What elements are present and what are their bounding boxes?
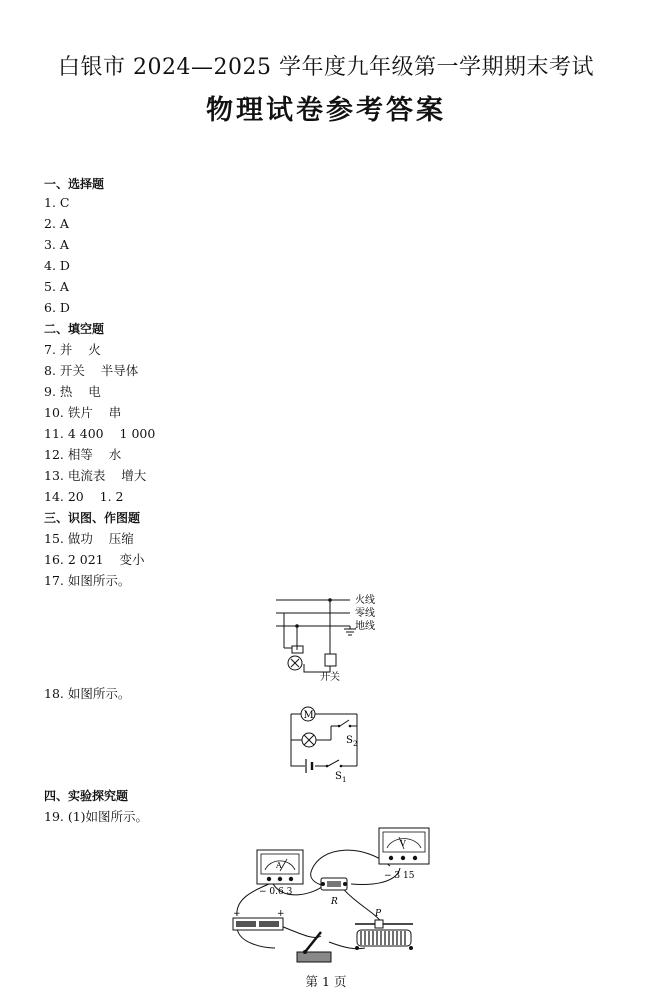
ammeter <box>257 850 303 884</box>
page-number: 第 1 页 <box>305 974 347 989</box>
figure-19-experiment-circuit <box>225 824 445 968</box>
motor-symbol: M <box>303 710 314 721</box>
fixed-resistor <box>321 878 347 890</box>
neutral-wire-label: 零线 <box>355 608 375 619</box>
answer-4: 4. D <box>44 258 70 273</box>
answer-6: 6. D <box>44 300 70 315</box>
voltmeter-letter: V <box>400 839 406 848</box>
answer-9: 9. 热 电 <box>44 384 101 399</box>
answer-8: 8. 开关 半导体 <box>44 363 139 378</box>
answer-10: 10. 铁片 串 <box>44 405 122 420</box>
answer-12: 12. 相等 水 <box>44 447 122 462</box>
switch-label: 开关 <box>320 672 340 682</box>
answer-5: 5. A <box>44 279 69 294</box>
ammeter-terminal-labels: − 0.6 3 <box>259 887 293 897</box>
section-heading-choice: 一、选择题 <box>44 177 105 191</box>
sliding-rheostat <box>355 920 413 950</box>
ground-wire-label: 地线 <box>355 621 375 632</box>
answer-2: 2. A <box>44 216 69 231</box>
answer-18: 18. 如图所示。 <box>44 686 131 701</box>
resistor-label: R <box>331 897 338 907</box>
s2-subscript: 2 <box>353 740 358 748</box>
section-heading-diagram: 三、识图、作图题 <box>44 511 141 525</box>
answer-11: 11. 4 400 1 000 <box>44 426 156 441</box>
answer-3: 3. A <box>44 237 69 252</box>
answer-title: 物理试卷参考答案 <box>206 95 446 126</box>
figure-17-wiring-diagram <box>268 590 388 682</box>
s1-subscript: 1 <box>342 776 347 782</box>
knife-switch <box>297 932 331 962</box>
voltmeter <box>379 828 429 864</box>
answer-1: 1. C <box>44 195 70 210</box>
figure-18-circuit-diagram <box>285 706 369 782</box>
s2-label: S <box>346 735 353 746</box>
answer-17: 17. 如图所示。 <box>44 573 131 588</box>
exam-title: 白银市 2024—2025 学年度九年级第一学期期末考试 <box>58 55 594 80</box>
answer-13: 13. 电流表 增大 <box>44 468 147 483</box>
battery-plus-label: + <box>277 909 285 919</box>
answer-7: 7. 并 火 <box>44 342 101 357</box>
section-heading-fill: 二、填空题 <box>44 322 105 336</box>
answer-16: 16. 2 021 变小 <box>44 552 145 567</box>
section-heading-experiment: 四、实验探究题 <box>44 789 129 803</box>
answer-19: 19. (1)如图所示。 <box>44 809 149 824</box>
voltmeter-terminal-labels: − 3 15 <box>384 871 415 881</box>
ammeter-letter: A <box>276 861 282 870</box>
s1-label: S <box>335 771 342 782</box>
live-wire-label: 火线 <box>355 595 375 606</box>
battery-minus-label: − <box>233 909 241 919</box>
answer-15: 15. 做功 压缩 <box>44 531 134 546</box>
slider-label: P <box>375 909 382 919</box>
battery-pack <box>233 918 283 930</box>
answer-14: 14. 20 1. 2 <box>44 489 124 504</box>
